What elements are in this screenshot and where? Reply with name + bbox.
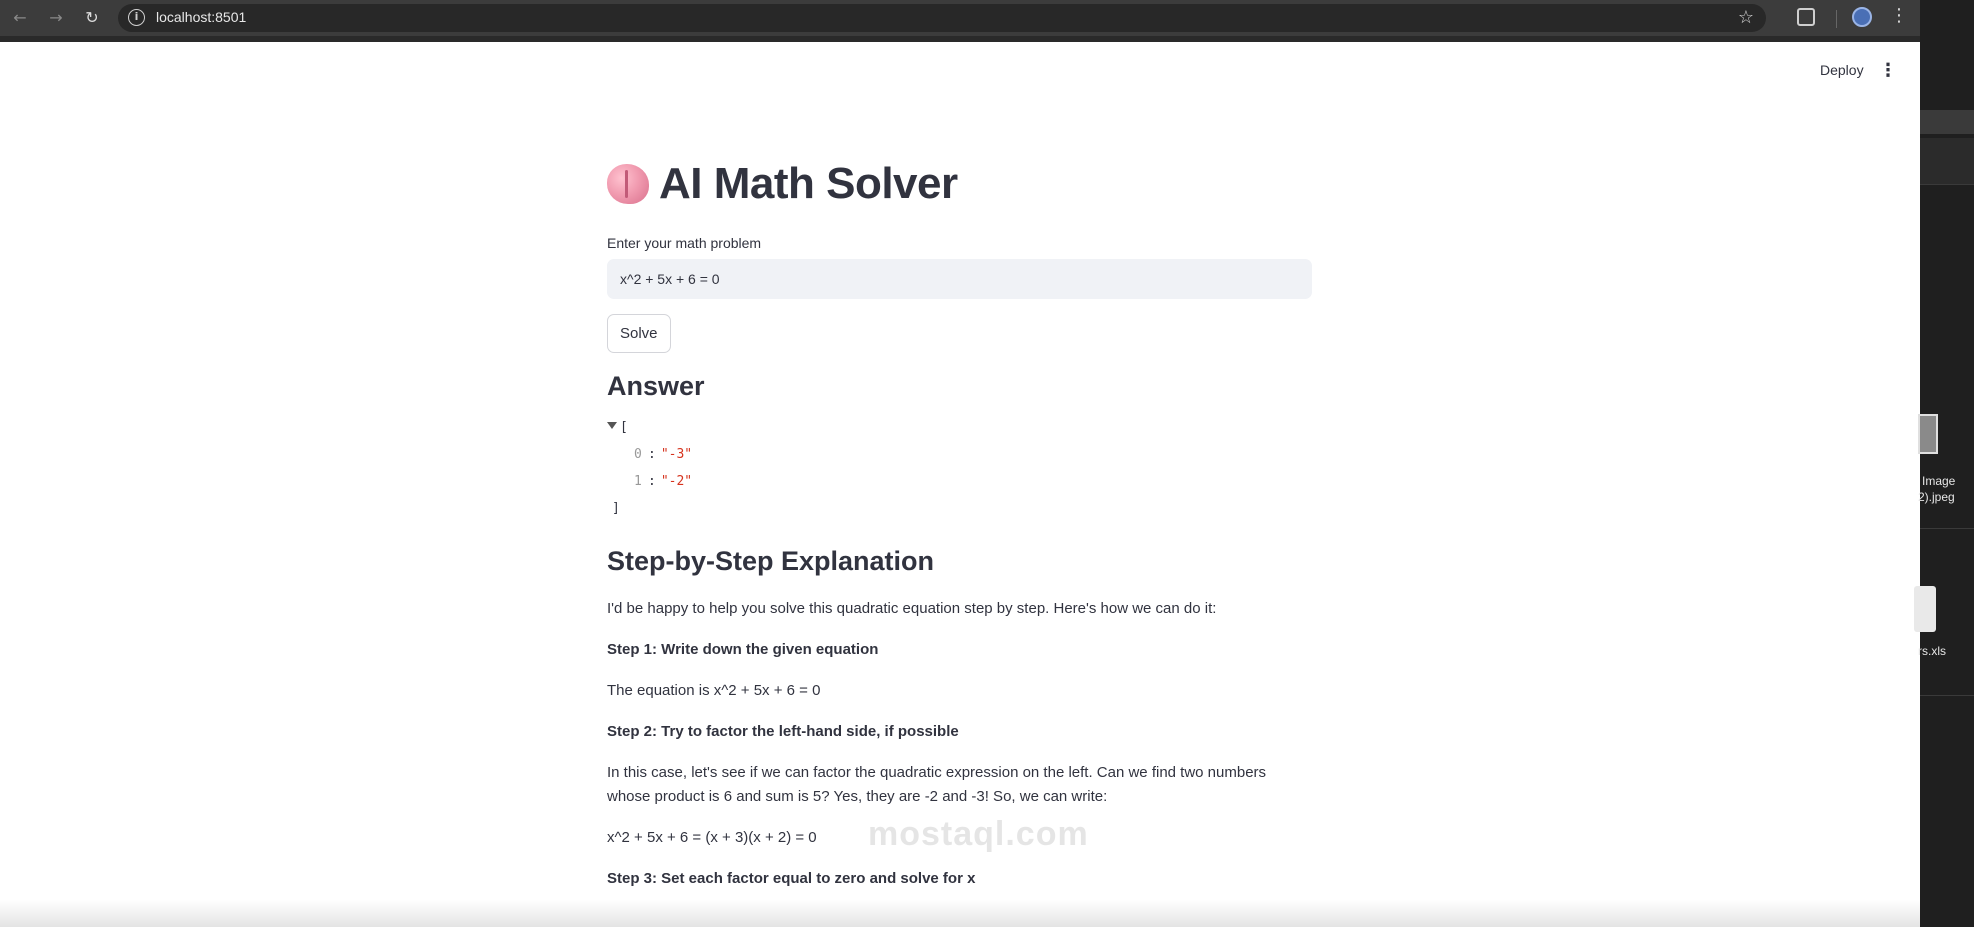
- bookmark-star-icon[interactable]: ☆: [1737, 7, 1754, 28]
- desktop-file-label: Image: [1922, 474, 1956, 488]
- toolbar-divider: [1836, 10, 1837, 28]
- step-3-heading: Step 3: Set each factor equal to zero and solve for x: [607, 870, 976, 887]
- deploy-button[interactable]: Deploy: [1820, 62, 1864, 78]
- step-2-text: In this case, let's see if we can factor the quadratic expression on the left. Can we find two numbers whose product is 6 and sum is 5? Yes, they are -2 and -3! So, we can write:: [607, 764, 1267, 805]
- watermark: mostaql.com: [868, 815, 1089, 853]
- desktop-divider: [1920, 528, 1974, 529]
- desktop-file-label: 2).jpeg: [1918, 490, 1955, 504]
- address-bar[interactable]: [118, 4, 1766, 32]
- step-1-text: The equation is x^2 + 5x + 6 = 0: [607, 682, 821, 699]
- solve-button[interactable]: Solve: [607, 314, 671, 353]
- back-icon[interactable]: ←: [13, 8, 27, 27]
- desktop-divider: [1920, 695, 1974, 696]
- json-value: "-3": [660, 447, 693, 462]
- desktop-divider: [1920, 184, 1974, 185]
- desktop-file-label: rs.xls: [1918, 644, 1946, 658]
- page-title-text: AI Math Solver: [659, 159, 958, 208]
- toolbar-shadow: [0, 36, 1920, 42]
- profile-avatar[interactable]: [1852, 7, 1872, 27]
- answer-json-viewer: [607, 414, 1312, 522]
- json-index: 0: [634, 447, 642, 462]
- json-item: 0 : "-3": [607, 441, 1312, 468]
- step-2-heading: Step 2: Try to factor the left-hand side, if possible: [607, 723, 959, 740]
- brain-icon: [607, 164, 649, 204]
- url-text[interactable]: localhost:8501: [156, 9, 247, 25]
- factored-equation: x^2 + 5x + 6 = (x + 3)(x + 2) = 0: [607, 829, 817, 846]
- main-menu-icon[interactable]: ⋮: [1879, 60, 1897, 81]
- json-index: 1: [634, 474, 642, 489]
- json-close-bracket: ]: [612, 501, 620, 516]
- page-title: [607, 155, 1312, 213]
- step-1-heading: Step 1: Write down the given equation: [607, 641, 879, 658]
- desktop-panel: [1920, 138, 1974, 184]
- explanation-heading: Step-by-Step Explanation: [607, 546, 935, 576]
- problem-input[interactable]: x^2 + 5x + 6 = 0: [607, 259, 1312, 299]
- explanation-intro: I'd be happy to help you solve this quadratic equation step by step. Here's how we can do it:: [607, 600, 1217, 617]
- site-info-icon[interactable]: i: [128, 9, 145, 26]
- forward-icon[interactable]: →: [49, 8, 63, 27]
- main-content: [607, 155, 1312, 891]
- desktop-image-thumbnail[interactable]: [1918, 414, 1938, 454]
- json-open-bracket: [: [620, 420, 628, 435]
- window-bottom-shadow: [0, 900, 1920, 927]
- json-value: "-2": [660, 474, 693, 489]
- problem-input-label: Enter your math problem: [607, 235, 762, 251]
- desktop-file-icon[interactable]: [1914, 586, 1936, 632]
- browser-menu-icon[interactable]: ⋮: [1890, 5, 1908, 26]
- collapse-caret-icon[interactable]: [607, 422, 617, 429]
- extensions-icon[interactable]: [1797, 8, 1815, 26]
- json-item: 1 : "-2": [607, 468, 1312, 495]
- answer-heading: Answer: [607, 371, 705, 401]
- reload-icon[interactable]: ↻: [85, 8, 99, 27]
- desktop-window-bar: [1920, 110, 1974, 134]
